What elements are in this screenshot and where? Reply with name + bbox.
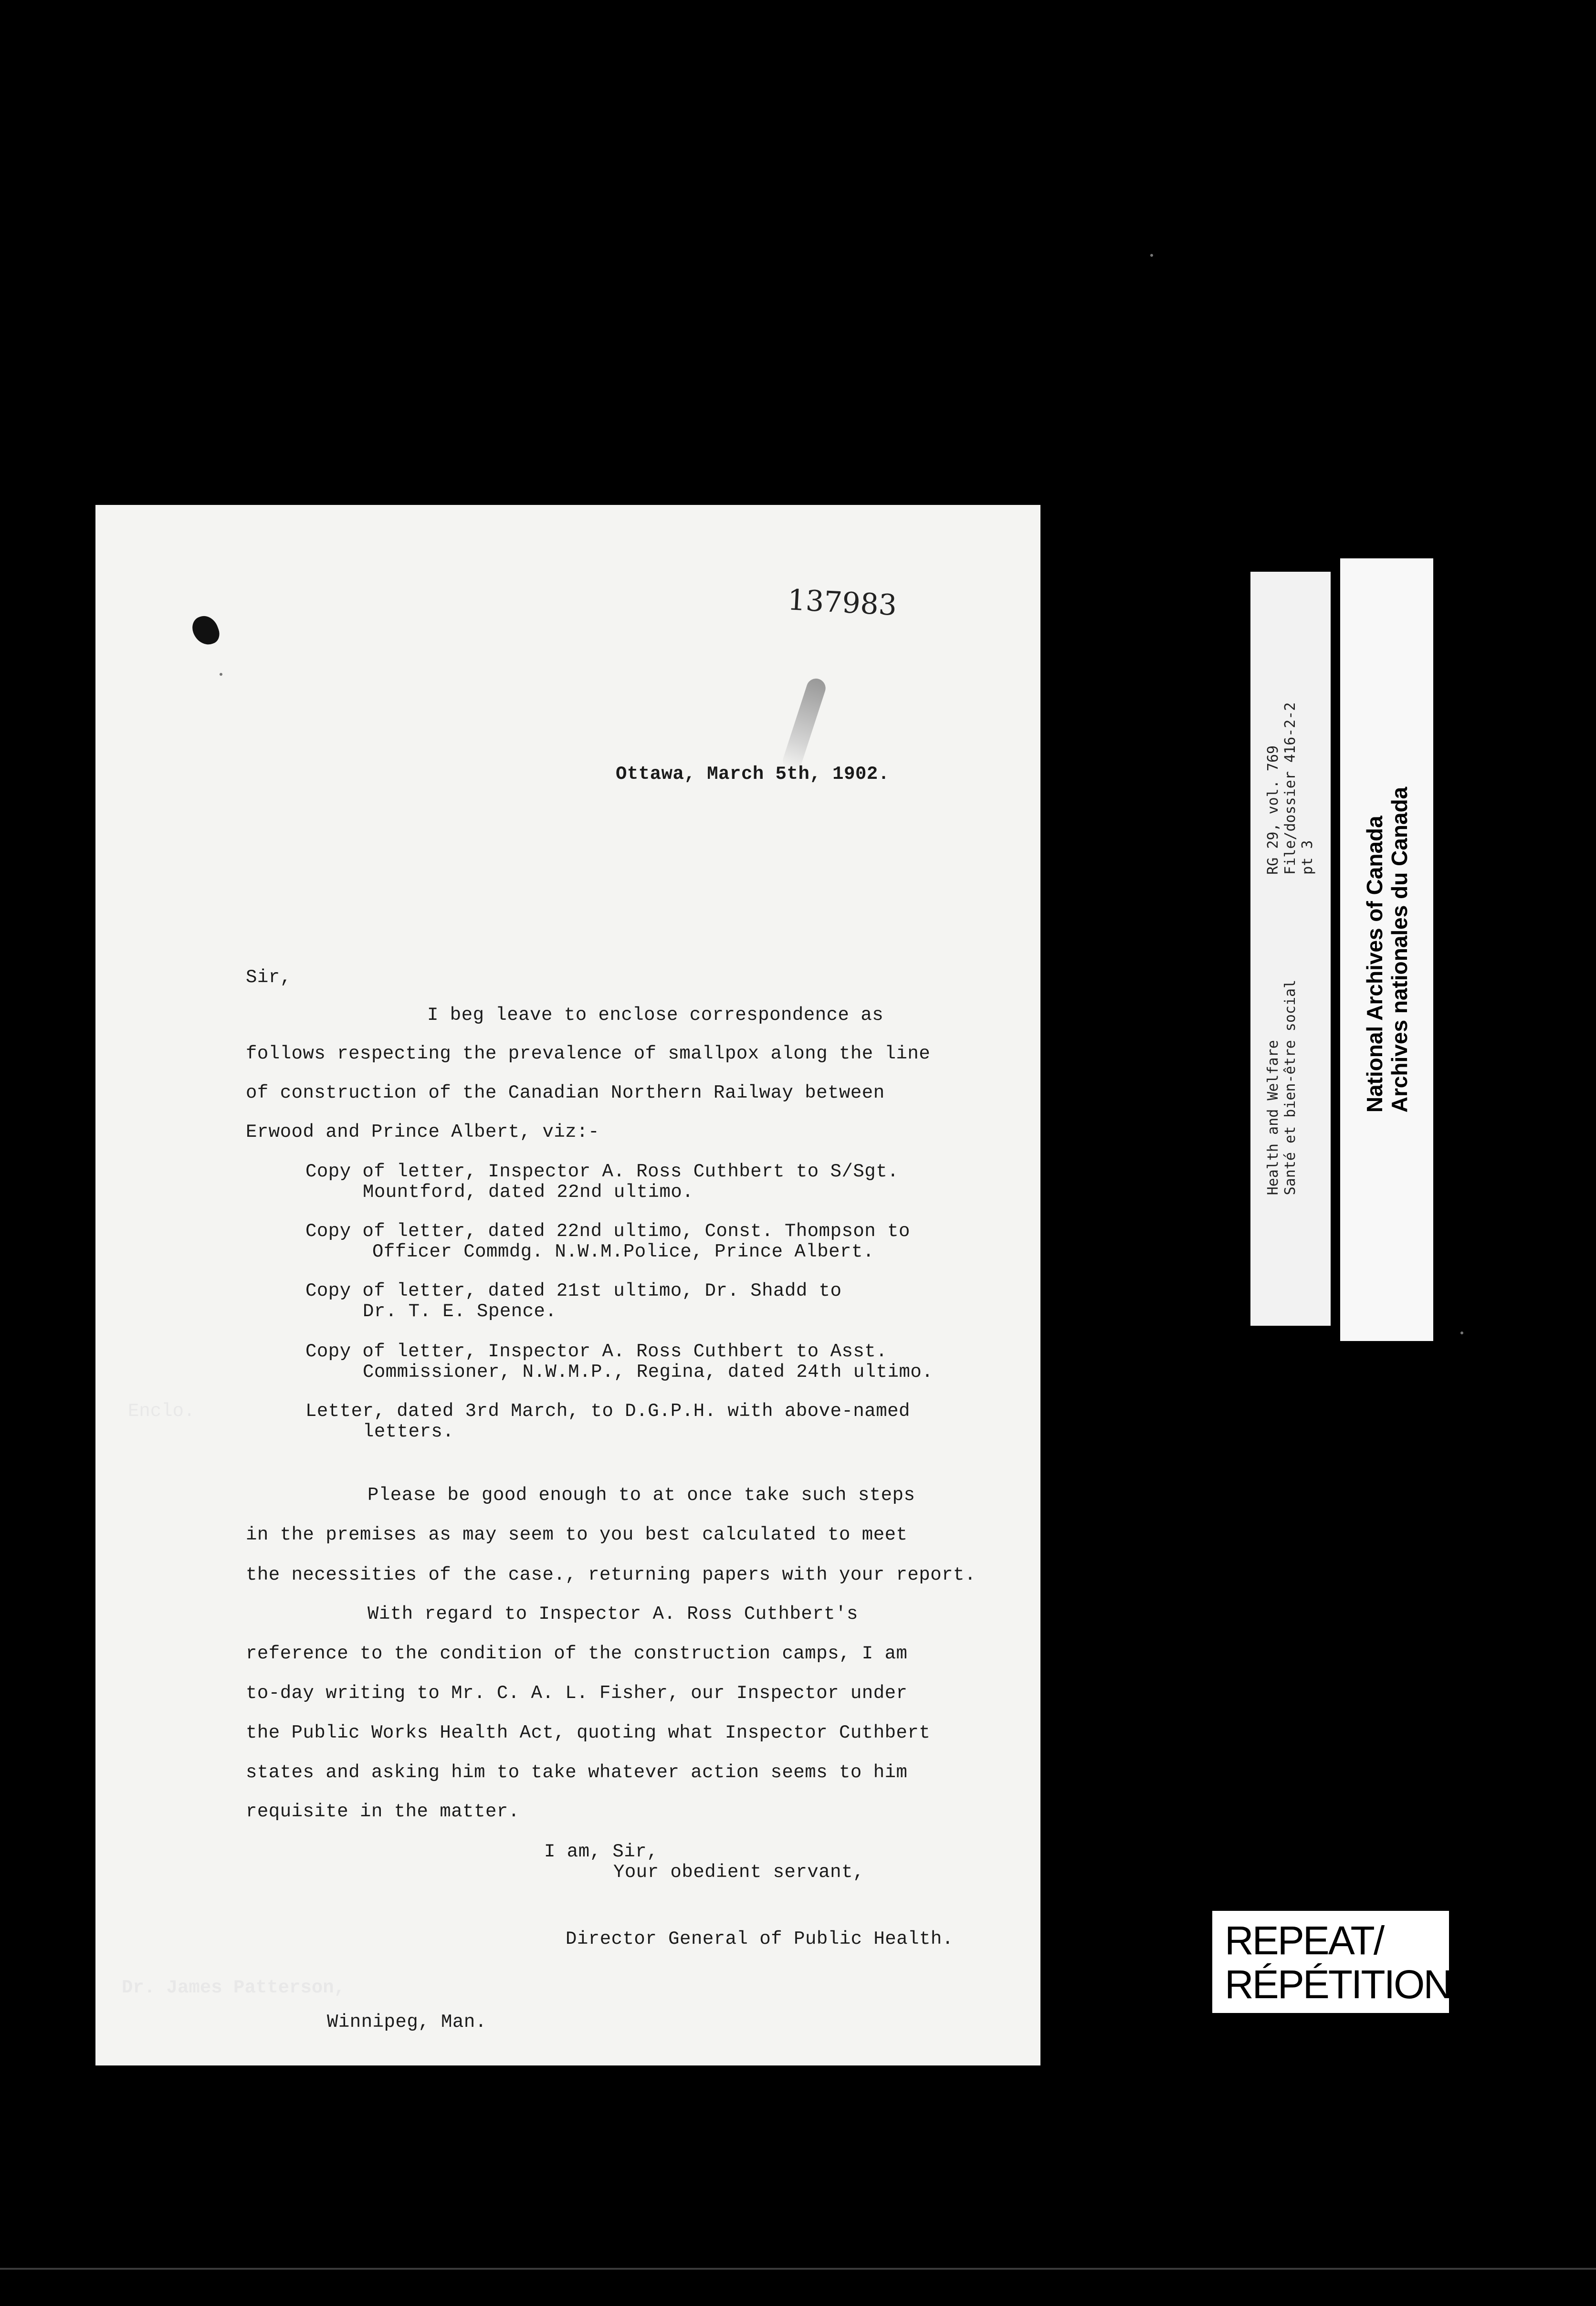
enclosure-item-1-line-2: Mountford, dated 22nd ultimo.: [363, 1182, 694, 1203]
paragraph-2-line-1: Please be good enough to at once take such steps: [368, 1485, 915, 1506]
paragraph-3-line-3: to-day writing to Mr. C. A. L. Fisher, our Inspector under: [246, 1683, 908, 1704]
ref-line-2: File/dossier 416-2-2: [1282, 702, 1299, 875]
closing-line-2: Your obedient servant,: [613, 1862, 864, 1883]
paragraph-3-line-6: requisite in the matter.: [246, 1801, 520, 1822]
national-archives-strip: [1340, 558, 1433, 1341]
enclosure-item-5-line-1: Letter, dated 3rd March, to D.G.P.H. with above-named: [305, 1401, 910, 1422]
enclosure-item-3-line-1: Copy of letter, dated 21st ultimo, Dr. Shadd to: [305, 1280, 842, 1301]
repeat-tag: [1212, 1911, 1449, 2013]
closing-line-1: I am, Sir,: [544, 1841, 659, 1862]
archives-name-fr: Archives nationales du Canada: [1386, 786, 1412, 1113]
paragraph-2-line-3: the necessities of the case., returning papers with your report.: [246, 1564, 976, 1585]
enclosure-item-4-line-2: Commissioner, N.W.M.P., Regina, dated 24th ultimo.: [363, 1362, 934, 1383]
signatory-title: Director General of Public Health.: [566, 1929, 954, 1950]
faint-watermark: [153, 567, 192, 711]
paragraph-1-line-2: follows respecting the prevalence of smallpox along the line: [246, 1043, 931, 1064]
enclosure-item-2-line-1: Copy of letter, dated 22nd ultimo, Const. Thompson to: [305, 1221, 910, 1242]
enclosure-item-3-line-2: Dr. T. E. Spence.: [363, 1301, 557, 1322]
paragraph-1-line-1: I beg leave to enclose correspondence as: [427, 1005, 884, 1026]
film-edge-line: [0, 2268, 1596, 2270]
dept-line-fr: Santé et bien-être social: [1282, 979, 1299, 1195]
paragraph-3-line-5: states and asking him to take whatever action seems to him: [246, 1762, 908, 1783]
enclosure-item-1-line-1: Copy of letter, Inspector A. Ross Cuthbert to S/Sgt.: [305, 1161, 899, 1182]
enclosure-item-4-line-1: Copy of letter, Inspector A. Ross Cuthbert to Asst.: [305, 1341, 888, 1362]
enclosure-item-5-line-2: letters.: [363, 1421, 454, 1442]
addressee-city: Winnipeg, Man.: [327, 2012, 487, 2033]
archives-name-en: National Archives of Canada: [1362, 816, 1387, 1113]
repeat-line-2: RÉPÉTITION: [1225, 1962, 1451, 2007]
dust-speck: [220, 673, 222, 676]
paragraph-3-line-1: With regard to Inspector A. Ross Cuthbert's: [368, 1604, 858, 1625]
dust-speck: [1460, 1331, 1463, 1334]
margin-note-enclo: Enclo.: [128, 1401, 195, 1422]
ref-line-3: pt 3: [1299, 840, 1316, 875]
salutation: Sir,: [246, 967, 292, 988]
paragraph-3-line-2: reference to the condition of the construction camps, I am: [246, 1643, 908, 1664]
date-line: Ottawa, March 5th, 1902.: [616, 764, 890, 785]
paragraph-1-line-4: Erwood and Prince Albert, viz:-: [246, 1122, 600, 1143]
paragraph-1-line-3: of construction of the Canadian Northern Railway between: [246, 1082, 885, 1103]
paragraph-2-line-2: in the premises as may seem to you best calculated to meet: [246, 1524, 908, 1545]
addressee-name-visible: Dr. James Patterson,: [122, 1977, 346, 1998]
ink-blot: [189, 612, 222, 649]
letter-page: [95, 505, 1040, 2065]
repeat-line-1: REPEAT/: [1225, 1918, 1384, 1963]
tape-mark: [780, 676, 828, 773]
archive-reference-text: [1265, 702, 1316, 1195]
enclosure-item-2-line-2: Officer Commdg. N.W.M.Police, Prince Albert.: [372, 1241, 874, 1262]
paragraph-3-line-4: the Public Works Health Act, quoting what Inspector Cuthbert: [246, 1722, 931, 1743]
dept-line-en: Health and Welfare: [1265, 1040, 1281, 1195]
ref-line-1: RG 29, vol. 769: [1265, 745, 1281, 875]
dust-speck: [1150, 254, 1153, 257]
archive-reference-strip: [1250, 572, 1331, 1326]
document-number: 137983: [787, 583, 898, 622]
national-archives-text: [1362, 787, 1412, 1113]
